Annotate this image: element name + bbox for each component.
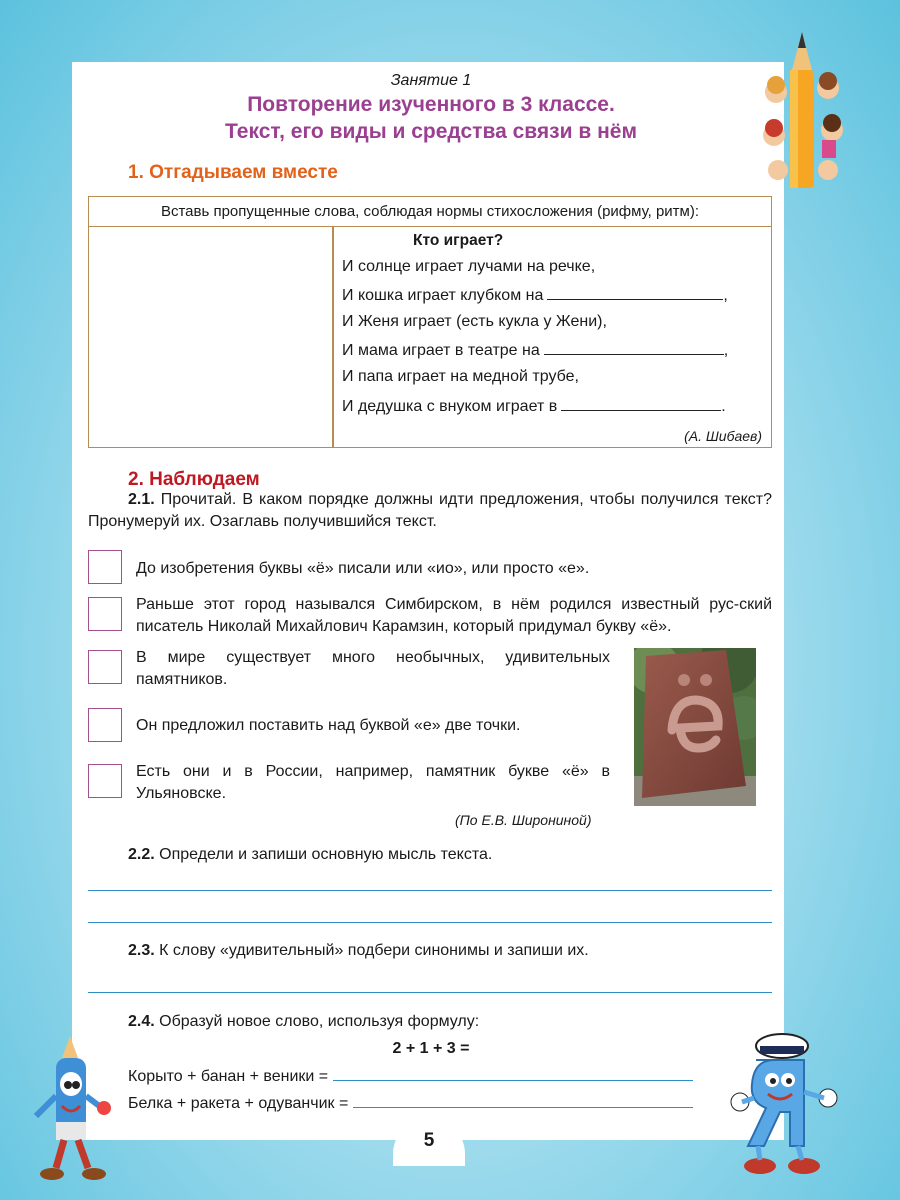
formula-row-text: Корыто + банан + веники = [128, 1068, 329, 1085]
sentence-item: Раньше этот город назывался Симбирском, в нём родился известный рус-ский писатель Николай Михайлович Карамзин, который придумал букву «ё». [136, 596, 772, 635]
poem-line [342, 285, 728, 305]
task-2-2 [128, 844, 492, 866]
poem-line-ending: , [723, 342, 729, 359]
writing-line[interactable] [88, 922, 772, 923]
formula-row-text: Белка + ракета + одуванчик = [128, 1095, 349, 1112]
letter-ya-character-illustration [720, 1028, 850, 1193]
poem-title: Кто играет? [413, 232, 504, 249]
page-title-line2: Текст, его виды и средства связи в нём [225, 120, 637, 143]
page-number: 5 [393, 1118, 465, 1166]
order-box-1[interactable] [88, 550, 122, 584]
order-box-2[interactable] [88, 597, 122, 631]
page-title-line1: Повторение изученного в 3 классе. [247, 93, 615, 116]
task-number: 2.1. [128, 491, 155, 508]
monument-photo [634, 648, 756, 806]
table-instruction: Вставь пропущенные слова, соблюдая нормы стихосложения (рифму, ритм): [89, 197, 771, 227]
monument-letter-yo-image [634, 648, 756, 806]
answer-line[interactable] [333, 1066, 693, 1081]
formula-row [128, 1066, 693, 1088]
task-2-1 [88, 489, 772, 533]
task-number: 2.2. [128, 846, 155, 863]
pencil-children-illustration [756, 30, 848, 195]
order-box-5[interactable] [88, 764, 122, 798]
word-formula: 2 + 1 + 3 = [392, 1040, 470, 1057]
task-text: Прочитай. В каком порядке должны идти предложения, чтобы получился текст? Пронумеруй их. Озаглавь получившийся текст. [88, 491, 773, 530]
task-text: Определи и запиши основную мысль текста. [159, 846, 493, 863]
source-author: (По Е.В. Широниной) [455, 812, 592, 828]
answer-blank[interactable] [547, 285, 723, 300]
poem-line-text: И мама играет в театре на [342, 342, 540, 359]
task-2-4 [128, 1011, 479, 1033]
task-2-3 [128, 940, 589, 962]
poem-line: И папа играет на медной трубе, [342, 368, 579, 385]
sentence-item: Он предложил поставить над буквой «е» две точки. [136, 717, 521, 734]
task-number: 2.3. [128, 942, 155, 959]
writing-line[interactable] [88, 992, 772, 993]
section1-heading: 1. Отгадываем вместе [128, 162, 338, 183]
table-divider [332, 227, 334, 447]
poem-line-ending: . [721, 398, 726, 415]
sentence-item: До изобретения буквы «ё» писали или «ио», или просто «е». [136, 560, 590, 577]
crayon-character-illustration [30, 1036, 115, 1186]
order-box-4[interactable] [88, 708, 122, 742]
poem-author: (А. Шибаев) [684, 428, 762, 444]
answer-line[interactable] [353, 1093, 693, 1108]
order-box-3[interactable] [88, 650, 122, 684]
poem-line [342, 340, 728, 360]
sentence-item: Есть они и в России, например, памятник букве «ё» в Ульяновске. [136, 763, 610, 802]
poem-line-text: И дедушка с внуком играет в [342, 398, 558, 415]
section2-heading: 2. Наблюдаем [128, 469, 260, 490]
lesson-label: Занятие 1 [390, 72, 472, 89]
poem-line: И Женя играет (есть кукла у Жени), [342, 313, 607, 330]
poem-line [342, 396, 726, 416]
poem-line-text: И кошка играет клубком на [342, 287, 544, 304]
answer-blank[interactable] [561, 396, 721, 411]
formula-row [128, 1093, 693, 1115]
poem-line-ending: , [723, 287, 728, 304]
poem-line: И солнце играет лучами на речке, [342, 258, 596, 275]
task-text: К слову «удивительный» подбери синонимы и запиши их. [159, 942, 589, 959]
sentence-item: В мире существует много необычных, удивительных памятников. [136, 649, 610, 688]
answer-blank[interactable] [544, 340, 724, 355]
task-number: 2.4. [128, 1013, 155, 1030]
writing-line[interactable] [88, 890, 772, 891]
task-text: Образуй новое слово, используя формулу: [159, 1013, 480, 1030]
